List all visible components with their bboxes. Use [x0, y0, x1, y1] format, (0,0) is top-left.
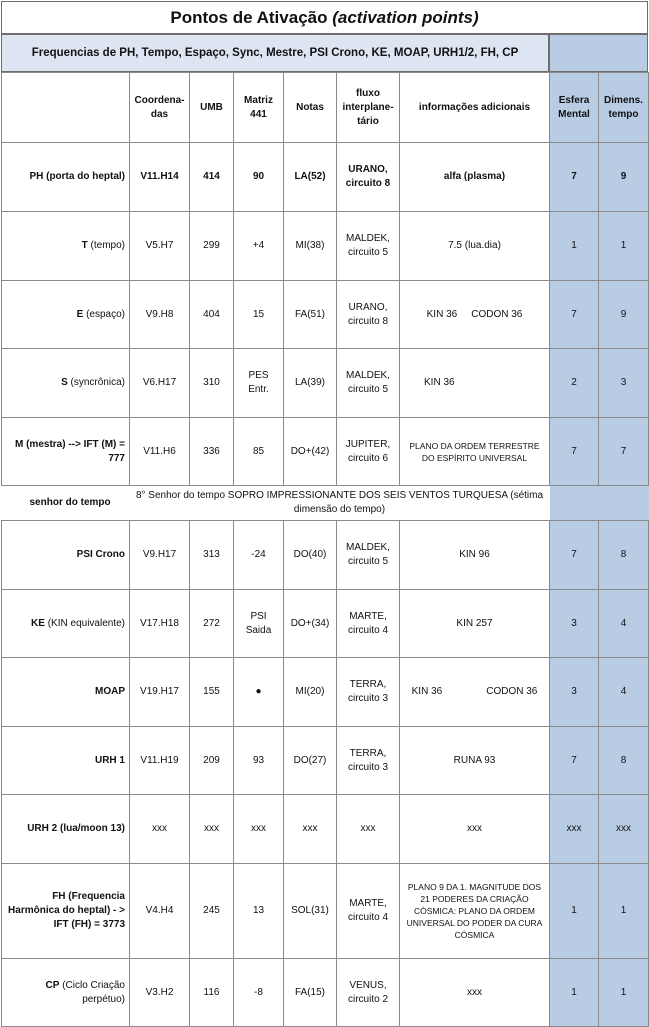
- table-row: [2, 418, 649, 486]
- header-fluxo: fluxo interplane-tário: [337, 73, 400, 143]
- cell-coord: V11.H14: [130, 143, 190, 212]
- senhor-dimens-empty: [599, 486, 649, 521]
- cell-notas: FA(51): [284, 281, 337, 349]
- page-title: [1, 1, 648, 34]
- info-codon: CODON 36: [486, 686, 538, 697]
- name-bold: KE: [31, 617, 45, 629]
- header-name: [2, 73, 130, 143]
- cell-coord: V5.H7: [130, 212, 190, 281]
- cell-matriz: xxx: [234, 795, 284, 864]
- cell-umb: 404: [190, 281, 234, 349]
- row-name: [2, 349, 130, 418]
- cell-matriz: 93: [234, 727, 284, 795]
- cell-matriz: 90: [234, 143, 284, 212]
- cell-fluxo: MARTE, circuito 4: [337, 864, 400, 959]
- activation-table: [1, 72, 649, 1027]
- cell-fluxo: MALDEK, circuito 5: [337, 212, 400, 281]
- cell-info: KIN 96: [400, 521, 550, 590]
- table-row: [2, 959, 649, 1027]
- name-bold: PSI Crono: [76, 549, 125, 560]
- senhor-row: [2, 486, 649, 521]
- cell-umb: 155: [190, 658, 234, 727]
- cell-esfera: 1: [550, 212, 599, 281]
- name-rest: (Ciclo Criação perpétuo): [59, 979, 125, 1005]
- cell-dimens: 1: [599, 864, 649, 959]
- name-rest: (tempo): [87, 240, 125, 251]
- cell-esfera: 7: [550, 281, 599, 349]
- cell-matriz: PES Entr.: [234, 349, 284, 418]
- row-name: [2, 590, 130, 658]
- cell-fluxo: TERRA, circuito 3: [337, 727, 400, 795]
- cell-info: [400, 281, 550, 349]
- cell-info: PLANO 9 DA 1. MAGNITUDE DOS 21 PODERES DA CRIAÇÃO CÓSMICA: PLANO DA ORDEM UNIVERSAL DO PODER DA CURA CÓSMICA: [400, 864, 550, 959]
- name-bold: FH (Frequencia Harmônica do heptal) - > IFT (FH) = 3773: [8, 891, 125, 930]
- cell-esfera: 2: [550, 349, 599, 418]
- cell-umb: 116: [190, 959, 234, 1027]
- cell-matriz: PSI Saida: [234, 590, 284, 658]
- row-name: [2, 658, 130, 727]
- name-bold: T: [81, 240, 88, 251]
- cell-info: xxx: [400, 795, 550, 864]
- cell-coord: V9.H8: [130, 281, 190, 349]
- cell-dimens: 7: [599, 418, 649, 486]
- cell-info: RUNA 93: [400, 727, 550, 795]
- cell-info: xxx: [400, 959, 550, 1027]
- cell-umb: 272: [190, 590, 234, 658]
- info-kin: KIN 36: [426, 308, 458, 320]
- cell-fluxo: TERRA, circuito 3: [337, 658, 400, 727]
- row-name: [2, 864, 130, 959]
- cell-notas: DO(27): [284, 727, 337, 795]
- cell-coord: V17.H18: [130, 590, 190, 658]
- cell-umb: 310: [190, 349, 234, 418]
- cell-fluxo: MARTE, circuito 4: [337, 590, 400, 658]
- row-name: [2, 521, 130, 590]
- cell-notas: FA(15): [284, 959, 337, 1027]
- table-row: [2, 212, 649, 281]
- table-row: [2, 727, 649, 795]
- subtitle-side-cell: [549, 34, 648, 72]
- cell-notas: DO+(42): [284, 418, 337, 486]
- cell-coord: V4.H4: [130, 864, 190, 959]
- cell-notas: xxx: [284, 795, 337, 864]
- name-rest: (syncrônica): [67, 377, 125, 388]
- info-codon: CODON 36: [471, 308, 523, 320]
- cell-fluxo: URANO, circuito 8: [337, 143, 400, 212]
- cell-dimens: 3: [599, 349, 649, 418]
- cell-dimens: 4: [599, 658, 649, 727]
- header-row: [2, 73, 649, 143]
- cell-fluxo: VENUS, circuito 2: [337, 959, 400, 1027]
- cell-matriz: ●: [234, 658, 284, 727]
- cell-dimens: 1: [599, 959, 649, 1027]
- cell-notas: DO(40): [284, 521, 337, 590]
- cell-fluxo: MALDEK, circuito 5: [337, 349, 400, 418]
- cell-notas: LA(52): [284, 143, 337, 212]
- info-kin: KIN 36: [411, 686, 443, 697]
- cell-dimens: 8: [599, 727, 649, 795]
- header-dimens: Dimens. tempo: [599, 73, 649, 143]
- cell-esfera: xxx: [550, 795, 599, 864]
- row-name: [2, 281, 130, 349]
- cell-coord: V11.H6: [130, 418, 190, 486]
- cell-info: PLANO DA ORDEM TERRESTRE DO ESPÍRITO UNIVERSAL: [400, 418, 550, 486]
- table-row: [2, 795, 649, 864]
- name-bold: PH (porta do heptal): [29, 171, 125, 182]
- table-row: [2, 349, 649, 418]
- cell-info: 7.5 (lua.dia): [400, 212, 550, 281]
- row-name: [2, 418, 130, 486]
- cell-esfera: 7: [550, 727, 599, 795]
- name-bold: URH 2 (lua/moon 13): [27, 823, 125, 834]
- cell-esfera: 7: [550, 521, 599, 590]
- cell-fluxo: JUPITER, circuito 6: [337, 418, 400, 486]
- cell-umb: 414: [190, 143, 234, 212]
- header-notas: Notas: [284, 73, 337, 143]
- cell-esfera: 3: [550, 590, 599, 658]
- cell-dimens: 9: [599, 281, 649, 349]
- table-row: [2, 864, 649, 959]
- cell-matriz: -24: [234, 521, 284, 590]
- name-bold: URH 1: [94, 754, 125, 766]
- header-info: informações adicionais: [400, 73, 550, 143]
- cell-dimens: 9: [599, 143, 649, 212]
- row-name: [2, 143, 130, 212]
- senhor-label: senhor do tempo: [2, 486, 130, 521]
- cell-dimens: 8: [599, 521, 649, 590]
- cell-matriz: 85: [234, 418, 284, 486]
- cell-notas: SOL(31): [284, 864, 337, 959]
- cell-matriz: -8: [234, 959, 284, 1027]
- cell-esfera: 7: [550, 143, 599, 212]
- cell-info: KIN 36: [400, 349, 550, 418]
- cell-matriz: +4: [234, 212, 284, 281]
- cell-coord: xxx: [130, 795, 190, 864]
- cell-matriz: 13: [234, 864, 284, 959]
- table-row: [2, 281, 649, 349]
- name-bold: E: [76, 308, 84, 320]
- cell-esfera: 1: [550, 864, 599, 959]
- table-row: [2, 658, 649, 727]
- cell-fluxo: URANO, circuito 8: [337, 281, 400, 349]
- cell-umb: 299: [190, 212, 234, 281]
- header-esfera: Esfera Mental: [550, 73, 599, 143]
- cell-dimens: 1: [599, 212, 649, 281]
- subtitle-banner: Frequencias de PH, Tempo, Espaço, Sync, Mestre, PSI Crono, KE, MOAP, URH1/2, FH, CP: [1, 34, 549, 72]
- title-italic: (activation points): [332, 7, 479, 27]
- cell-info: KIN 257: [400, 590, 550, 658]
- header-umb: UMB: [190, 73, 234, 143]
- title-main: Pontos de Ativação: [170, 7, 328, 27]
- cell-dimens: 4: [599, 590, 649, 658]
- name-bold: CP: [45, 979, 60, 991]
- cell-umb: 245: [190, 864, 234, 959]
- cell-umb: 209: [190, 727, 234, 795]
- cell-dimens: xxx: [599, 795, 649, 864]
- name-bold: MOAP: [95, 686, 125, 697]
- cell-umb: 336: [190, 418, 234, 486]
- cell-fluxo: MALDEK, circuito 5: [337, 521, 400, 590]
- row-name: [2, 795, 130, 864]
- cell-info: alfa (plasma): [400, 143, 550, 212]
- table-row: [2, 521, 649, 590]
- cell-notas: LA(39): [284, 349, 337, 418]
- name-bold: M (mestra) --> IFT (M) = 777: [14, 438, 125, 464]
- cell-coord: V9.H17: [130, 521, 190, 590]
- cell-umb: xxx: [190, 795, 234, 864]
- cell-umb: 313: [190, 521, 234, 590]
- cell-coord: V3.H2: [130, 959, 190, 1027]
- header-coord: Coordena-das: [130, 73, 190, 143]
- row-name: [2, 727, 130, 795]
- cell-notas: MI(20): [284, 658, 337, 727]
- cell-notas: DO+(34): [284, 590, 337, 658]
- name-rest: (KIN equivalente): [44, 617, 125, 629]
- senhor-text: 8° Senhor do tempo SOPRO IMPRESSIONANTE DOS SEIS VENTOS TURQUESA (sétima dimensão do tempo): [130, 486, 550, 521]
- senhor-esfera-empty: [550, 486, 599, 521]
- header-matriz: Matriz 441: [234, 73, 284, 143]
- cell-coord: V11.H19: [130, 727, 190, 795]
- cell-esfera: 7: [550, 418, 599, 486]
- cell-esfera: 3: [550, 658, 599, 727]
- table-row: [2, 590, 649, 658]
- table-row: [2, 143, 649, 212]
- cell-coord: V6.H17: [130, 349, 190, 418]
- row-name: [2, 212, 130, 281]
- cell-info: [400, 658, 550, 727]
- cell-notas: MI(38): [284, 212, 337, 281]
- cell-matriz: 15: [234, 281, 284, 349]
- cell-coord: V19.H17: [130, 658, 190, 727]
- name-rest: (espaço): [83, 308, 125, 320]
- row-name: [2, 959, 130, 1027]
- cell-esfera: 1: [550, 959, 599, 1027]
- name-bold: S: [61, 377, 68, 388]
- cell-fluxo: xxx: [337, 795, 400, 864]
